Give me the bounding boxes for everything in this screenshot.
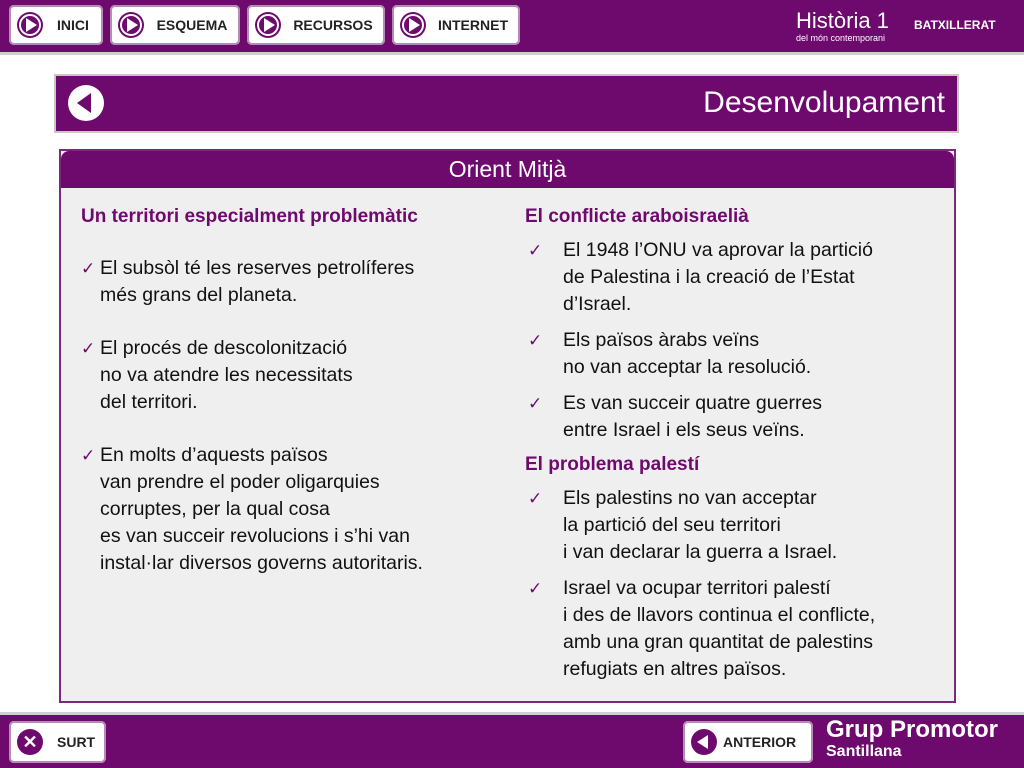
list-item-line: amb una gran quantitat de palestins bbox=[563, 631, 874, 653]
list-item-line: instal·lar diversos governs autoritaris. bbox=[100, 552, 423, 574]
brand-title: Història 1 bbox=[796, 8, 889, 33]
exit-button-label: SURT bbox=[57, 734, 96, 750]
previous-button[interactable] bbox=[683, 721, 813, 763]
list-item bbox=[525, 237, 945, 318]
section-heading: El conflicte araboisraelià bbox=[525, 206, 749, 227]
check-icon: ✓ bbox=[528, 241, 543, 260]
brand-subtitle: del món contemporani bbox=[796, 33, 886, 43]
list-item-line: i des de llavors continua el conflicte, bbox=[563, 604, 876, 626]
check-icon: ✓ bbox=[81, 259, 96, 278]
check-icon: ✓ bbox=[81, 339, 96, 358]
check-icon: ✓ bbox=[528, 331, 543, 350]
list-item-line: més grans del planeta. bbox=[100, 284, 298, 306]
list-item-line: refugiats en altres països. bbox=[563, 658, 787, 680]
list-item-line: i van declarar la guerra a Israel. bbox=[563, 541, 838, 563]
nav-button-esquema[interactable] bbox=[110, 5, 240, 45]
nav-button-label: RECURSOS bbox=[293, 17, 373, 33]
check-icon: ✓ bbox=[528, 579, 543, 598]
list-item-line: d’Israel. bbox=[563, 293, 632, 315]
play-icon bbox=[17, 12, 43, 38]
check-icon: ✓ bbox=[81, 446, 96, 465]
list-item-line: El procés de descolonització bbox=[100, 337, 348, 359]
top-divider bbox=[0, 52, 1024, 55]
list-item-line: del territori. bbox=[100, 391, 198, 413]
list-item-line: no van acceptar la resolució. bbox=[563, 356, 812, 378]
publisher-logo-title: Grup Promotor bbox=[826, 716, 998, 743]
list-item-line: van prendre el poder oligarquies bbox=[100, 471, 380, 493]
right-column bbox=[525, 205, 945, 683]
list-item-line: corruptes, per la qual cosa bbox=[100, 498, 330, 520]
play-icon bbox=[400, 12, 426, 38]
list-item-line: Israel va ocupar territori palestí bbox=[563, 577, 831, 599]
check-icon: ✓ bbox=[528, 394, 543, 413]
publisher-logo-subtitle: Santillana bbox=[826, 743, 902, 760]
play-icon bbox=[118, 12, 144, 38]
exit-button[interactable] bbox=[9, 721, 106, 763]
section-heading: El problema palestí bbox=[525, 454, 700, 475]
check-icon: ✓ bbox=[528, 489, 543, 508]
list-item bbox=[81, 442, 501, 577]
close-icon: ✕ bbox=[17, 729, 43, 755]
page-title: Desenvolupament bbox=[703, 86, 945, 119]
nav-button-label: INTERNET bbox=[438, 17, 508, 33]
list-item bbox=[525, 485, 945, 566]
nav-button-inici[interactable] bbox=[9, 5, 103, 45]
nav-button-recursos[interactable] bbox=[247, 5, 385, 45]
list-item-line: entre Israel i els seus veïns. bbox=[563, 419, 805, 441]
list-item-line: Els palestins no van acceptar bbox=[563, 487, 817, 509]
list-item bbox=[81, 255, 501, 309]
list-item bbox=[525, 575, 945, 683]
list-item-line: El subsòl té les reserves petrolíferes bbox=[100, 257, 415, 279]
list-item-line: Es van succeir quatre guerres bbox=[563, 392, 823, 414]
nav-button-label: ESQUEMA bbox=[156, 17, 228, 33]
back-arrow-icon[interactable] bbox=[68, 85, 104, 121]
content-panel bbox=[59, 149, 956, 703]
list-item-line: la partició del seu territori bbox=[563, 514, 781, 536]
nav-button-label: INICI bbox=[57, 17, 89, 33]
list-item-line: Els països àrabs veïns bbox=[563, 329, 760, 351]
play-icon bbox=[255, 12, 281, 38]
list-item-line: El 1948 l’ONU va aprovar la partició bbox=[563, 239, 873, 261]
list-item-line: es van succeir revolucions i s’hi van bbox=[100, 525, 410, 547]
left-heading: Un territori especialment problemàtic bbox=[81, 206, 418, 227]
panel-header bbox=[61, 151, 954, 188]
left-column bbox=[81, 205, 501, 577]
list-item-line: En molts d’aquests països bbox=[100, 444, 328, 466]
list-item-line: no va atendre les necessitats bbox=[100, 364, 353, 386]
section-header bbox=[56, 76, 957, 131]
brand-tag: BATXILLERAT bbox=[914, 18, 996, 32]
previous-button-label: ANTERIOR bbox=[723, 734, 797, 750]
list-item-line: de Palestina i la creació de l’Estat bbox=[563, 266, 855, 288]
panel-title: Orient Mitjà bbox=[448, 156, 567, 182]
list-item bbox=[81, 335, 501, 416]
nav-button-internet[interactable] bbox=[392, 5, 520, 45]
list-item bbox=[525, 327, 945, 381]
list-item bbox=[525, 390, 945, 444]
back-arrow-icon bbox=[691, 729, 717, 755]
